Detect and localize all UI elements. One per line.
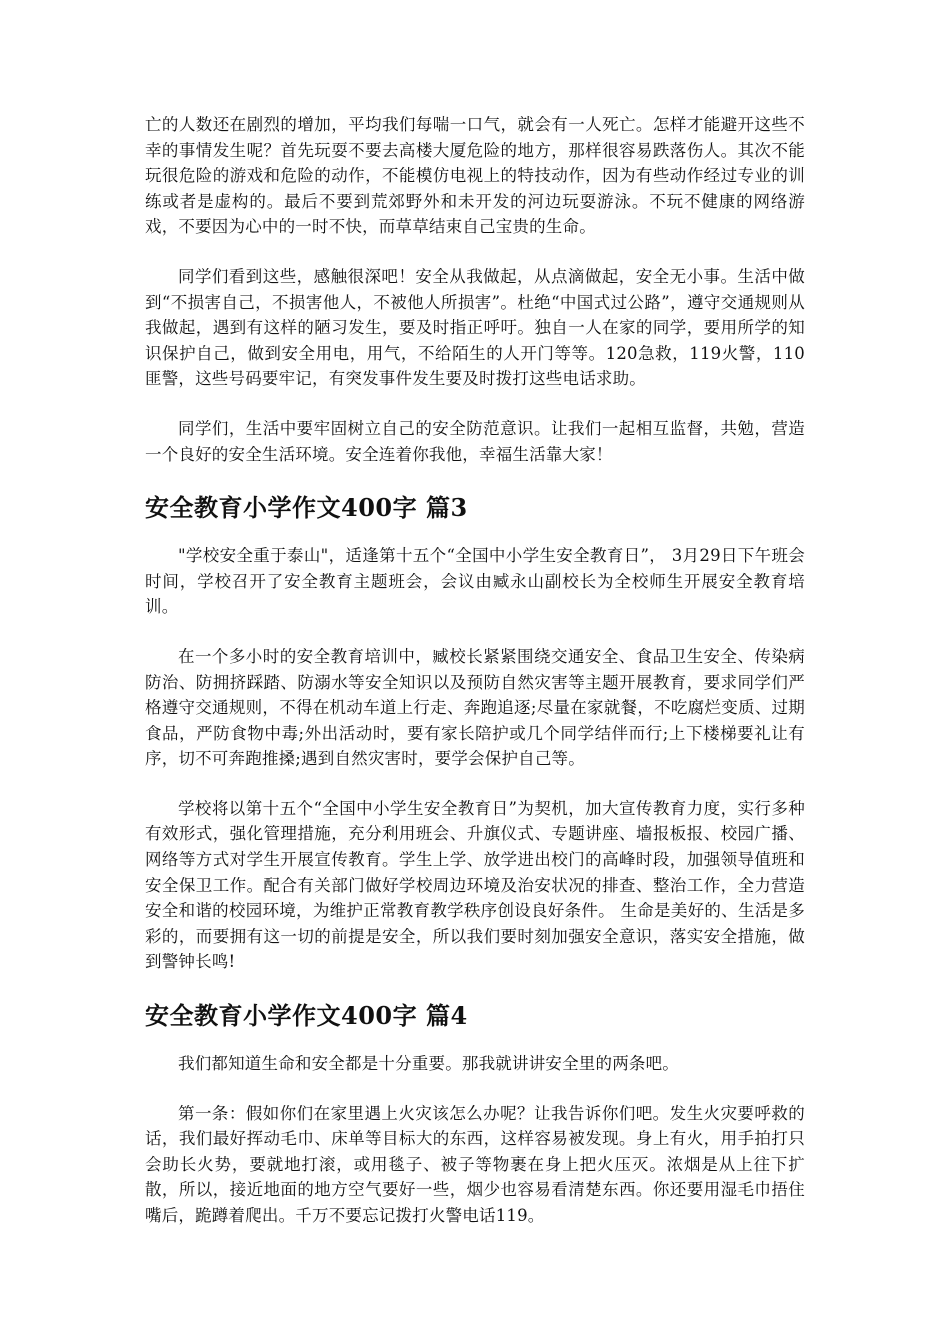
document-page: [145, 112, 805, 1253]
paragraph: 我们都知道生命和安全都是十分重要。那我就讲讲安全里的两条吧。: [178, 1054, 679, 1074]
paragraph: 学校将以第十五个“全国中小学生安全教育日”为契机，加大宣传教育力度，实行多种有效形式，强化管理措施，充分利用班会、升旗仪式、专题讲座、墙报板报、校园广播、网络等方式对学生开展宣传教育。学生上学、放学进出校门的高峰时段，加强领导值班和安全保卫工作。配合有关部门做好学校周边环境及治安状况的排查、整治工作，全力营造安全和谐的校园环境，为维护正常教育教学秩序创设良好条件。 生命是美好的、生活是多彩的，而要拥有这一切的前提是安全，所以我们要时刻加强安全意识，落实安全措施，做到警钟长鸣!: [145, 798, 805, 972]
section-heading: 安全教育小学作文400字 篇3: [145, 493, 468, 523]
section-essay-3: [145, 491, 805, 975]
paragraph: 在一个多小时的安全教育培训中，臧校长紧紧围绕交通安全、食品卫生安全、传染病防治、防拥挤踩踏、防溺水等安全知识以及预防自然灾害等主题开展教育，要求同学们严格遵守交通规则，不得在机动车道上行走、奔跑追逐;尽量在家就餐，不吃腐烂变质、过期食品，严防食物中毒;外出活动时，要有家长陪护或几个同学结伴而行;上下楼梯要礼让有序，切不可奔跑推搡;遇到自然灾害时，要学会保护自己等。: [145, 646, 805, 769]
section-essay-4: [145, 999, 805, 1229]
section-continued: [145, 112, 805, 467]
paragraph: 同学们看到这些，感触很深吧！安全从我做起，从点滴做起，安全无小事。生活中做到“不损害自己，不损害他人，不被他人所损害”。杜绝“中国式过公路”，遵守交通规则从我做起，遇到有这样的陋习发生，要及时指正呼吁。独自一人在家的同学，要用所学的知识保护自己，做到安全用电，用气，不给陌生的人开门等等。120急救，119火警，110匪警，这些号码要牢记，有突发事件发生要及时拨打这些电话求助。: [145, 266, 805, 389]
paragraph: 第一条：假如你们在家里遇上火灾该怎么办呢？让我告诉你们吧。发生火灾要呼救的话，我们最好挥动毛巾、床单等目标大的东西，这样容易被发现。身上有火，用手拍打只会助长火势，要就地打滚，或用毯子、被子等物裹在身上把火压灭。浓烟是从上往下扩散，所以，接近地面的地方空气要好一些，烟少也容易看清楚东西。你还要用湿毛巾捂住嘴后，跪蹲着爬出。千万不要忘记拨打火警电话119。: [145, 1103, 805, 1225]
paragraph: 同学们，生活中要牢固树立自己的安全防范意识。让我们一起相互监督，共勉，营造一个良好的安全生活环境。安全连着你我他，幸福生活靠大家！: [145, 418, 805, 464]
paragraph: "学校安全重于泰山"，适逢第十五个“全国中小学生安全教育日”， 3月29日下午班会时间，学校召开了安全教育主题班会，会议由臧永山副校长为全校师生开展安全教育培训。: [145, 546, 805, 617]
section-heading: 安全教育小学作文400字 篇4: [145, 1001, 468, 1031]
paragraph: 亡的人数还在剧烈的增加，平均我们每喘一口气，就会有一人死亡。怎样才能避开这些不幸的事情发生呢？首先玩耍不要去高楼大厦危险的地方，那样很容易跌落伤人。其次不能玩很危险的游戏和危险的动作，不能模仿电视上的特技动作，因为有些动作经过专业的训练或者是虚构的。最后不要到荒郊野外和未开发的河边玩耍游泳。不玩不健康的网络游戏，不要因为心中的一时不快，而草草结束自己宝贵的生命。: [145, 115, 805, 237]
